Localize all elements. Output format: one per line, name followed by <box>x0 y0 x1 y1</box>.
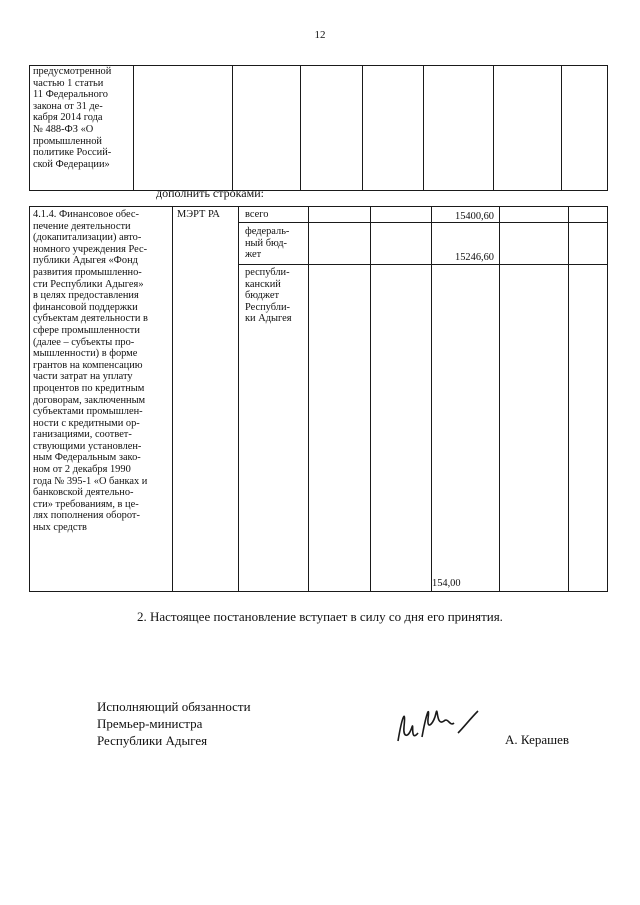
text-line: сти Республики Адыгея» <box>33 278 144 290</box>
text-line: банковской деятельно- <box>33 487 134 499</box>
text-line: лях пополнения оборот- <box>33 510 140 522</box>
text-line: 11 Федерального <box>33 89 108 101</box>
clause-paragraph: 2. Настоящее постановление вступает в силу со дня его принятия. <box>137 609 503 624</box>
signatory-title-line: Премьер-министра <box>97 716 203 731</box>
text-line: жет <box>245 249 262 261</box>
value-total: 15400,60 <box>455 211 494 222</box>
text-line: ганизациями, соответ- <box>33 429 132 441</box>
text-line: ный бюд- <box>245 237 287 249</box>
signatory-title <box>97 698 251 749</box>
text-line: мышленности) в форме <box>33 348 138 360</box>
text-line: грантов на компенсацию <box>33 359 143 371</box>
text-line: года № 395-1 «О банках и <box>33 475 148 487</box>
text-line: ской Федерации» <box>33 158 110 170</box>
text-line: печение деятельности <box>33 220 131 232</box>
text-line: кабря 2014 года <box>33 112 103 124</box>
signatory-title-line: Исполняющий обязанности <box>97 699 251 714</box>
signatory-name: А. Керашев <box>505 732 570 747</box>
text-line: части затрат на уплату <box>33 371 133 383</box>
text-line: ности с кредитными ор- <box>33 417 140 429</box>
text-line: сти» требованиям, в це- <box>33 498 139 510</box>
text-line: (далее – субъекты про- <box>33 336 135 348</box>
text-line: публики Адыгея «Фонд <box>33 255 138 267</box>
value-federal: 15246,60 <box>455 252 494 263</box>
new-row-text <box>33 209 168 534</box>
text-line: субъектами промышлен- <box>33 406 143 418</box>
text-line: (докапитализации) авто- <box>33 232 142 244</box>
value-republic: 154,00 <box>432 578 461 589</box>
text-line: частью 1 статьи <box>33 77 104 89</box>
text-line: предусмотренной <box>33 66 112 77</box>
source-federal <box>245 226 289 261</box>
text-line: развития промышленно- <box>33 266 142 278</box>
text-line: канский <box>245 278 281 290</box>
executor-cell: МЭРТ РА <box>177 209 220 220</box>
handwritten-signature <box>392 697 482 752</box>
text-line: политике Россий- <box>33 147 112 159</box>
add-lines-caption: дополнить строками: <box>156 186 264 200</box>
text-line: ствующими установлен- <box>33 440 142 452</box>
text-line: республи- <box>245 267 290 278</box>
text-line: договорам, заключенным <box>33 394 146 406</box>
previous-row-text <box>33 66 129 170</box>
text-line: Республи- <box>245 301 290 313</box>
text-line: ном от 2 декабря 1990 <box>33 464 131 476</box>
text-line: федераль- <box>245 226 290 237</box>
signatory-title-line: Республики Адыгея <box>97 733 208 748</box>
source-republic <box>245 267 292 325</box>
text-line: 4.1.4. Финансовое обес- <box>33 209 139 220</box>
text-line: в целях предоставления <box>33 290 139 302</box>
text-line: субъектам деятельности в <box>33 313 148 325</box>
text-line: промышленной <box>33 135 102 147</box>
text-line: процентов по кредитным <box>33 382 145 394</box>
text-line: сфере промышленности <box>33 324 140 336</box>
text-line: номного учреждения Рес- <box>33 243 148 255</box>
source-total: всего <box>245 209 269 220</box>
text-line: ным Федеральным зако- <box>33 452 141 464</box>
text-line: ки Адыгея <box>245 313 292 325</box>
text-line: финансовой поддержки <box>33 301 138 313</box>
text-line: № 488-ФЗ «О <box>33 123 94 135</box>
text-line: закона от 31 де- <box>33 100 103 112</box>
page-number: 12 <box>314 29 326 41</box>
text-line: ных средств <box>33 522 87 534</box>
text-line: бюджет <box>245 290 280 302</box>
